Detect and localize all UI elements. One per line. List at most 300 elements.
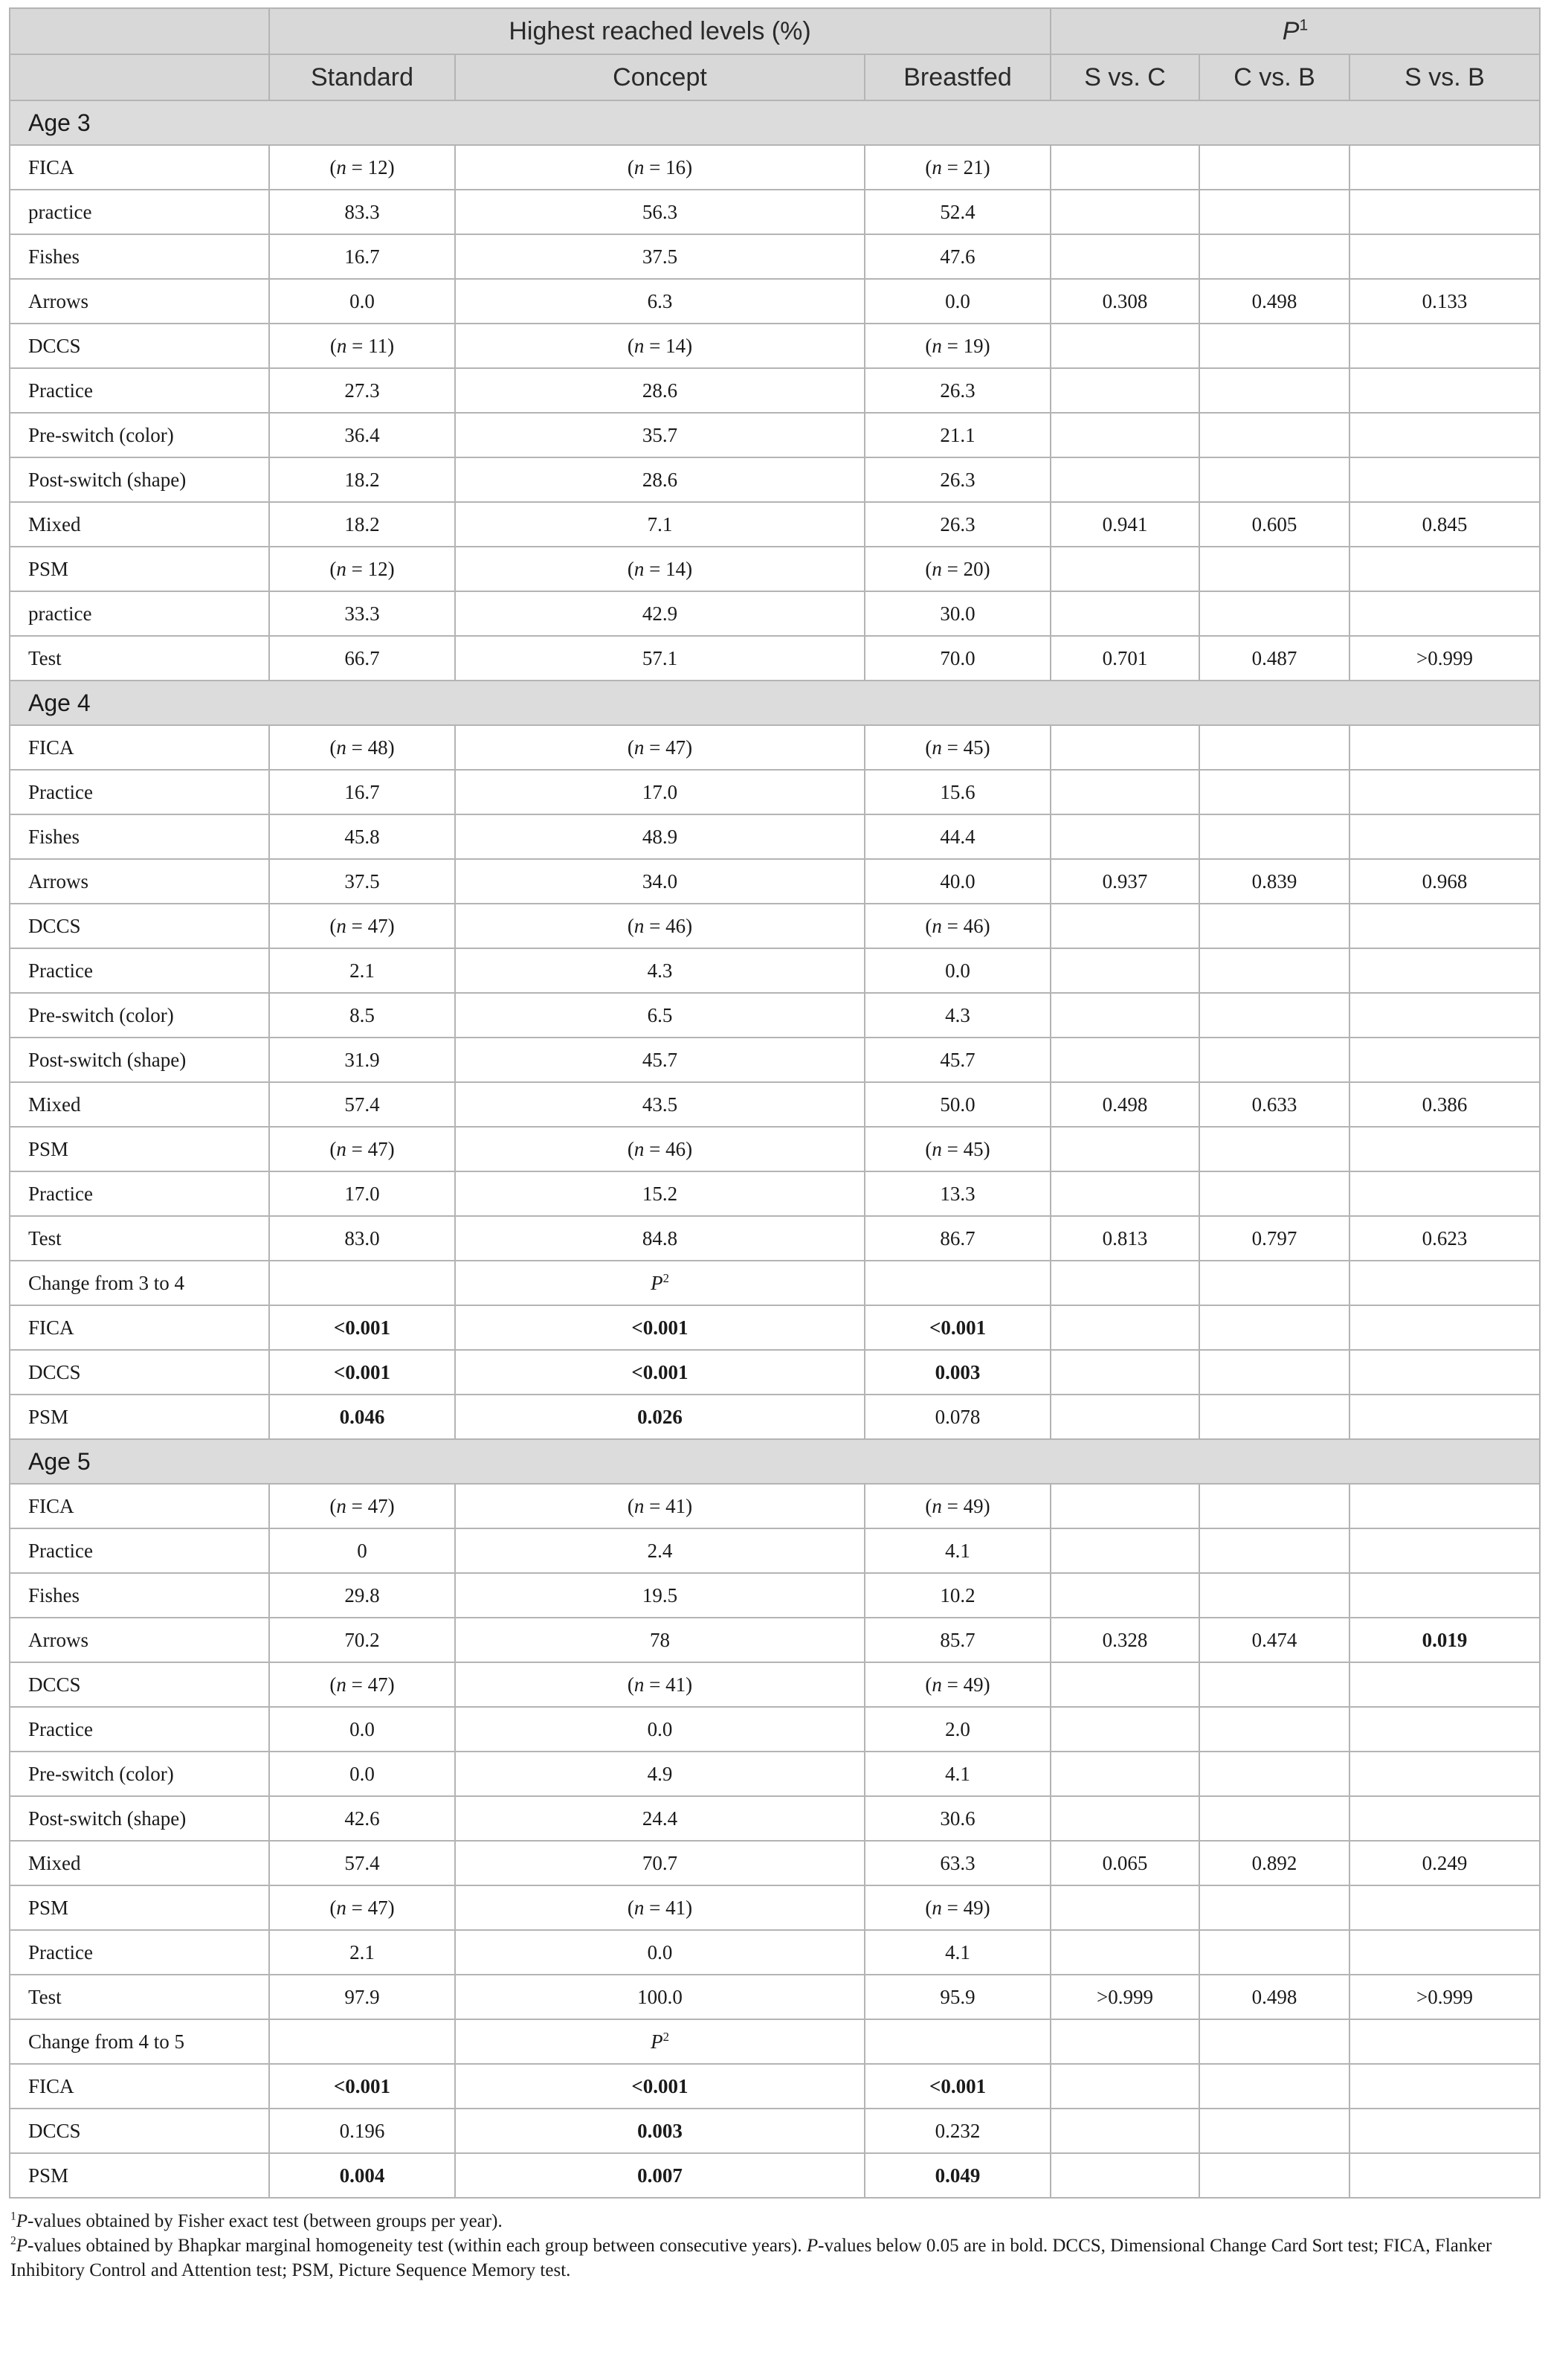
- cell-standard: 8.5: [269, 993, 455, 1038]
- footnote-2: [10, 2233, 1539, 2283]
- table-row: [10, 2064, 1540, 2109]
- cell-concept: 48.9: [455, 814, 865, 859]
- table-row: [10, 413, 1540, 457]
- cell-concept: (n = 41): [455, 1662, 865, 1707]
- cell-concept: 35.7: [455, 413, 865, 457]
- cell-breastfed: 50.0: [865, 1082, 1051, 1127]
- cell-standard: <0.001: [269, 2064, 455, 2109]
- row-label: Practice: [10, 1930, 269, 1975]
- cell-s-vs-b: [1349, 904, 1540, 948]
- cell-c-vs-b: [1199, 1261, 1349, 1305]
- col-header-standard: Standard: [269, 54, 455, 100]
- cell-c-vs-b: [1199, 145, 1349, 190]
- cell-standard: 83.0: [269, 1216, 455, 1261]
- table-row: [10, 591, 1540, 636]
- table-row: [10, 636, 1540, 681]
- cell-c-vs-b: [1199, 413, 1349, 457]
- cell-breastfed: (n = 45): [865, 1127, 1051, 1171]
- cell-c-vs-b: [1199, 1662, 1349, 1707]
- row-label: Post-switch (shape): [10, 1796, 269, 1841]
- cell-standard: (n = 47): [269, 1885, 455, 1930]
- cell-s-vs-b: 0.019: [1349, 1618, 1540, 1662]
- cell-standard: (n = 47): [269, 1127, 455, 1171]
- table-row: [10, 1662, 1540, 1707]
- cell-s-vs-c: [1051, 368, 1199, 413]
- cell-breastfed: 4.1: [865, 1930, 1051, 1975]
- cell-concept: 4.3: [455, 948, 865, 993]
- cell-concept: 19.5: [455, 1573, 865, 1618]
- table-row: [10, 859, 1540, 904]
- cell-standard: 83.3: [269, 190, 455, 234]
- row-label: FICA: [10, 145, 269, 190]
- cell-c-vs-b: [1199, 2019, 1349, 2064]
- cell-s-vs-b: [1349, 948, 1540, 993]
- cell-standard: [269, 1261, 455, 1305]
- col-header-c-vs-b: C vs. B: [1199, 54, 1349, 100]
- cell-standard: 0: [269, 1528, 455, 1573]
- cell-breastfed: 63.3: [865, 1841, 1051, 1885]
- cell-breastfed: 15.6: [865, 770, 1051, 814]
- row-label: Practice: [10, 1528, 269, 1573]
- cell-c-vs-b: 0.633: [1199, 1082, 1349, 1127]
- table-row: [10, 1618, 1540, 1662]
- cell-s-vs-b: >0.999: [1349, 636, 1540, 681]
- cell-standard: 0.0: [269, 1752, 455, 1796]
- cell-breastfed: (n = 49): [865, 1662, 1051, 1707]
- cell-s-vs-c: [1051, 2019, 1199, 2064]
- cell-s-vs-c: [1051, 1528, 1199, 1573]
- cell-breastfed: (n = 21): [865, 145, 1051, 190]
- footnotes: [9, 2209, 1539, 2283]
- table-row: [10, 814, 1540, 859]
- cell-breastfed: 0.0: [865, 948, 1051, 993]
- footnote-2-p-b: P: [806, 2236, 819, 2256]
- header-p-sup: 1: [1299, 16, 1309, 34]
- cell-standard: 0.004: [269, 2153, 455, 2198]
- cell-standard: 37.5: [269, 859, 455, 904]
- row-label: DCCS: [10, 2109, 269, 2153]
- table-row: [10, 279, 1540, 324]
- cell-concept: 0.026: [455, 1395, 865, 1439]
- cell-s-vs-c: [1051, 904, 1199, 948]
- row-label: Change from 4 to 5: [10, 2019, 269, 2064]
- row-label: Mixed: [10, 1082, 269, 1127]
- row-label: Post-switch (shape): [10, 1038, 269, 1082]
- cell-breastfed: 52.4: [865, 190, 1051, 234]
- cell-breastfed: 40.0: [865, 859, 1051, 904]
- cell-c-vs-b: [1199, 1707, 1349, 1752]
- table-row: [10, 2019, 1540, 2064]
- row-label: Arrows: [10, 859, 269, 904]
- table-row: [10, 948, 1540, 993]
- row-label: Test: [10, 636, 269, 681]
- cell-c-vs-b: 0.605: [1199, 502, 1349, 547]
- cell-s-vs-b: [1349, 814, 1540, 859]
- cell-s-vs-b: [1349, 145, 1540, 190]
- cell-s-vs-b: 0.249: [1349, 1841, 1540, 1885]
- row-label: PSM: [10, 2153, 269, 2198]
- cell-concept: [455, 2019, 865, 2064]
- table-row: [10, 1395, 1540, 1439]
- cell-c-vs-b: [1199, 1930, 1349, 1975]
- cell-c-vs-b: [1199, 368, 1349, 413]
- cell-standard: (n = 48): [269, 725, 455, 770]
- cell-s-vs-b: [1349, 234, 1540, 279]
- cell-concept: (n = 14): [455, 547, 865, 591]
- cell-s-vs-c: [1051, 234, 1199, 279]
- cell-breastfed: 0.078: [865, 1395, 1051, 1439]
- cell-breastfed: (n = 49): [865, 1484, 1051, 1528]
- cell-standard: 31.9: [269, 1038, 455, 1082]
- cell-c-vs-b: [1199, 1395, 1349, 1439]
- footnote-1-sup: 1: [10, 2210, 16, 2223]
- cell-standard: 16.7: [269, 770, 455, 814]
- table-body: [10, 100, 1540, 2198]
- cell-c-vs-b: [1199, 1752, 1349, 1796]
- section-row: [10, 100, 1540, 145]
- cell-breastfed: (n = 49): [865, 1885, 1051, 1930]
- cell-breastfed: [865, 1261, 1051, 1305]
- table-row: [10, 2153, 1540, 2198]
- p2-letter: P: [651, 1271, 663, 1294]
- cell-concept: 56.3: [455, 190, 865, 234]
- cell-concept: 6.3: [455, 279, 865, 324]
- row-label: Fishes: [10, 814, 269, 859]
- cell-concept: 15.2: [455, 1171, 865, 1216]
- table-row: [10, 1038, 1540, 1082]
- cell-s-vs-c: [1051, 145, 1199, 190]
- table-row: [10, 547, 1540, 591]
- cell-s-vs-b: 0.845: [1349, 502, 1540, 547]
- table-row: [10, 368, 1540, 413]
- cell-concept: (n = 14): [455, 324, 865, 368]
- cell-breastfed: 4.1: [865, 1528, 1051, 1573]
- cell-s-vs-b: 0.386: [1349, 1082, 1540, 1127]
- cell-standard: 29.8: [269, 1573, 455, 1618]
- cell-c-vs-b: [1199, 725, 1349, 770]
- footnote-1-p: P: [16, 2211, 28, 2231]
- cell-c-vs-b: [1199, 993, 1349, 1038]
- cell-s-vs-c: 0.498: [1051, 1082, 1199, 1127]
- cell-concept: 84.8: [455, 1216, 865, 1261]
- cell-s-vs-c: 0.701: [1051, 636, 1199, 681]
- cell-concept: 0.003: [455, 2109, 865, 2153]
- cell-s-vs-c: [1051, 190, 1199, 234]
- cell-c-vs-b: [1199, 904, 1349, 948]
- cell-s-vs-c: [1051, 1127, 1199, 1171]
- results-table-container: [9, 7, 1539, 2283]
- cell-s-vs-b: [1349, 1930, 1540, 1975]
- cell-c-vs-b: [1199, 1885, 1349, 1930]
- cell-standard: (n = 11): [269, 324, 455, 368]
- cell-standard: 97.9: [269, 1975, 455, 2019]
- cell-breastfed: 0.003: [865, 1350, 1051, 1395]
- table-row: [10, 725, 1540, 770]
- cell-standard: 70.2: [269, 1618, 455, 1662]
- cell-concept: <0.001: [455, 1305, 865, 1350]
- cell-standard: (n = 12): [269, 145, 455, 190]
- cell-breastfed: 26.3: [865, 368, 1051, 413]
- cell-concept: (n = 41): [455, 1484, 865, 1528]
- cell-c-vs-b: [1199, 1528, 1349, 1573]
- cell-standard: 45.8: [269, 814, 455, 859]
- row-label: Test: [10, 1216, 269, 1261]
- cell-s-vs-c: [1051, 1261, 1199, 1305]
- cell-c-vs-b: [1199, 948, 1349, 993]
- row-label: PSM: [10, 1127, 269, 1171]
- cell-concept: (n = 46): [455, 904, 865, 948]
- section-row: [10, 681, 1540, 725]
- cell-c-vs-b: [1199, 2109, 1349, 2153]
- cell-concept: 17.0: [455, 770, 865, 814]
- cell-breastfed: 26.3: [865, 457, 1051, 502]
- footnote-2-p: P: [16, 2236, 28, 2256]
- cell-breastfed: 86.7: [865, 1216, 1051, 1261]
- cell-s-vs-c: [1051, 1885, 1199, 1930]
- row-label: DCCS: [10, 1662, 269, 1707]
- row-label: FICA: [10, 2064, 269, 2109]
- cell-concept: 4.9: [455, 1752, 865, 1796]
- cell-s-vs-b: [1349, 1484, 1540, 1528]
- cell-s-vs-b: [1349, 1796, 1540, 1841]
- cell-c-vs-b: [1199, 547, 1349, 591]
- cell-s-vs-c: [1051, 1395, 1199, 1439]
- table-row: [10, 993, 1540, 1038]
- cell-s-vs-b: [1349, 2019, 1540, 2064]
- cell-s-vs-b: [1349, 1038, 1540, 1082]
- table-row: [10, 457, 1540, 502]
- table-row: [10, 502, 1540, 547]
- row-label: DCCS: [10, 904, 269, 948]
- cell-breastfed: 0.232: [865, 2109, 1051, 2153]
- footnote-2-sup: 2: [10, 2234, 16, 2248]
- cell-s-vs-c: [1051, 1707, 1199, 1752]
- cell-concept: (n = 16): [455, 145, 865, 190]
- p2-sup: 2: [662, 2029, 669, 2044]
- row-label: Test: [10, 1975, 269, 2019]
- cell-concept: 78: [455, 1618, 865, 1662]
- cell-s-vs-c: [1051, 993, 1199, 1038]
- cell-standard: <0.001: [269, 1350, 455, 1395]
- cell-s-vs-c: 0.813: [1051, 1216, 1199, 1261]
- cell-breastfed: 85.7: [865, 1618, 1051, 1662]
- cell-c-vs-b: [1199, 1127, 1349, 1171]
- header-p-letter: P: [1282, 16, 1300, 45]
- row-label: Fishes: [10, 234, 269, 279]
- cell-standard: (n = 47): [269, 904, 455, 948]
- cell-s-vs-b: [1349, 2109, 1540, 2153]
- row-label: Pre-switch (color): [10, 1752, 269, 1796]
- cell-c-vs-b: 0.474: [1199, 1618, 1349, 1662]
- cell-c-vs-b: [1199, 1796, 1349, 1841]
- cell-standard: 16.7: [269, 234, 455, 279]
- cell-concept: 24.4: [455, 1796, 865, 1841]
- cell-standard: 57.4: [269, 1082, 455, 1127]
- cell-standard: 18.2: [269, 502, 455, 547]
- cell-c-vs-b: [1199, 591, 1349, 636]
- header-p-title: [1051, 8, 1540, 54]
- cell-standard: 66.7: [269, 636, 455, 681]
- cell-standard: 18.2: [269, 457, 455, 502]
- cell-c-vs-b: [1199, 770, 1349, 814]
- cell-s-vs-c: [1051, 1484, 1199, 1528]
- cell-concept: 0.007: [455, 2153, 865, 2198]
- highest-levels-table: [9, 7, 1541, 2199]
- cell-standard: 0.046: [269, 1395, 455, 1439]
- cell-concept: <0.001: [455, 1350, 865, 1395]
- row-label: Pre-switch (color): [10, 993, 269, 1038]
- table-row: [10, 145, 1540, 190]
- cell-breastfed: 45.7: [865, 1038, 1051, 1082]
- col-header-concept: Concept: [455, 54, 865, 100]
- cell-standard: 57.4: [269, 1841, 455, 1885]
- table-row: [10, 1752, 1540, 1796]
- cell-standard: 0.196: [269, 2109, 455, 2153]
- cell-s-vs-b: [1349, 1885, 1540, 1930]
- cell-breastfed: 10.2: [865, 1573, 1051, 1618]
- header-corner-cell: [10, 8, 269, 54]
- col-header-breastfed: Breastfed: [865, 54, 1051, 100]
- cell-s-vs-b: [1349, 591, 1540, 636]
- col-header-s-vs-b: S vs. B: [1349, 54, 1540, 100]
- row-label: practice: [10, 591, 269, 636]
- section-title: Age 3: [10, 100, 1540, 145]
- p2-letter: P: [651, 2030, 663, 2053]
- header-corner-cell-2: [10, 54, 269, 100]
- cell-s-vs-b: [1349, 993, 1540, 1038]
- row-label: Change from 3 to 4: [10, 1261, 269, 1305]
- header-row-group: [10, 8, 1540, 54]
- row-label: Arrows: [10, 1618, 269, 1662]
- cell-standard: <0.001: [269, 1305, 455, 1350]
- cell-breastfed: 4.3: [865, 993, 1051, 1038]
- cell-s-vs-b: 0.133: [1349, 279, 1540, 324]
- cell-c-vs-b: [1199, 814, 1349, 859]
- cell-standard: (n = 47): [269, 1484, 455, 1528]
- cell-concept: (n = 47): [455, 725, 865, 770]
- cell-c-vs-b: 0.797: [1199, 1216, 1349, 1261]
- row-label: Practice: [10, 368, 269, 413]
- cell-c-vs-b: [1199, 1350, 1349, 1395]
- row-label: PSM: [10, 1885, 269, 1930]
- cell-concept: 100.0: [455, 1975, 865, 2019]
- cell-s-vs-c: [1051, 1573, 1199, 1618]
- cell-breastfed: (n = 19): [865, 324, 1051, 368]
- cell-s-vs-c: [1051, 1038, 1199, 1082]
- table-row: [10, 1082, 1540, 1127]
- cell-s-vs-c: [1051, 2064, 1199, 2109]
- table-row: [10, 1841, 1540, 1885]
- cell-concept: 45.7: [455, 1038, 865, 1082]
- cell-breastfed: [865, 2019, 1051, 2064]
- cell-c-vs-b: 0.487: [1199, 636, 1349, 681]
- cell-c-vs-b: [1199, 324, 1349, 368]
- cell-concept: 2.4: [455, 1528, 865, 1573]
- cell-concept: 6.5: [455, 993, 865, 1038]
- table-row: [10, 1930, 1540, 1975]
- cell-s-vs-c: [1051, 547, 1199, 591]
- table-row: [10, 1484, 1540, 1528]
- section-title: Age 5: [10, 1439, 1540, 1484]
- table-row: [10, 190, 1540, 234]
- cell-s-vs-c: [1051, 770, 1199, 814]
- section-row: [10, 1439, 1540, 1484]
- cell-standard: 42.6: [269, 1796, 455, 1841]
- cell-breastfed: 30.0: [865, 591, 1051, 636]
- table-row: [10, 1528, 1540, 1573]
- cell-s-vs-c: [1051, 1796, 1199, 1841]
- row-label: Practice: [10, 1171, 269, 1216]
- cell-c-vs-b: [1199, 457, 1349, 502]
- cell-c-vs-b: [1199, 1171, 1349, 1216]
- cell-c-vs-b: 0.498: [1199, 1975, 1349, 2019]
- cell-s-vs-b: [1349, 190, 1540, 234]
- cell-standard: [269, 2019, 455, 2064]
- cell-s-vs-c: [1051, 1662, 1199, 1707]
- cell-s-vs-c: 0.308: [1051, 279, 1199, 324]
- cell-breastfed: (n = 20): [865, 547, 1051, 591]
- cell-s-vs-b: [1349, 413, 1540, 457]
- cell-s-vs-c: 0.941: [1051, 502, 1199, 547]
- cell-c-vs-b: [1199, 234, 1349, 279]
- cell-s-vs-b: [1349, 547, 1540, 591]
- cell-s-vs-b: [1349, 368, 1540, 413]
- cell-s-vs-c: [1051, 1930, 1199, 1975]
- section-title: Age 4: [10, 681, 1540, 725]
- table-row: [10, 324, 1540, 368]
- cell-s-vs-b: [1349, 1573, 1540, 1618]
- cell-s-vs-c: [1051, 591, 1199, 636]
- cell-s-vs-b: [1349, 1752, 1540, 1796]
- footnote-2-text-a: -values obtained by Bhapkar marginal homogeneity test (within each group between consecutive years).: [28, 2236, 807, 2256]
- table-row: [10, 1216, 1540, 1261]
- cell-concept: 70.7: [455, 1841, 865, 1885]
- cell-standard: (n = 12): [269, 547, 455, 591]
- cell-s-vs-c: >0.999: [1051, 1975, 1199, 2019]
- cell-standard: (n = 47): [269, 1662, 455, 1707]
- table-row: [10, 770, 1540, 814]
- row-label: PSM: [10, 547, 269, 591]
- cell-c-vs-b: 0.839: [1199, 859, 1349, 904]
- cell-breastfed: 13.3: [865, 1171, 1051, 1216]
- cell-concept: [455, 1261, 865, 1305]
- cell-breastfed: 0.0: [865, 279, 1051, 324]
- row-label: Pre-switch (color): [10, 413, 269, 457]
- cell-c-vs-b: [1199, 2153, 1349, 2198]
- cell-standard: 0.0: [269, 279, 455, 324]
- cell-s-vs-c: [1051, 1752, 1199, 1796]
- cell-s-vs-b: [1349, 725, 1540, 770]
- cell-s-vs-c: [1051, 2109, 1199, 2153]
- footnote-2-text-b: -values below 0.05 are in bold. DCCS, Dimensional Change Card Sort test; FICA, Flanker Inhibitory Control and Attention test; PSM, Picture Sequence Memory test.: [10, 2236, 1492, 2280]
- cell-s-vs-b: [1349, 1305, 1540, 1350]
- row-label: DCCS: [10, 1350, 269, 1395]
- cell-concept: (n = 46): [455, 1127, 865, 1171]
- table-row: [10, 1261, 1540, 1305]
- cell-concept: 28.6: [455, 368, 865, 413]
- cell-concept: 0.0: [455, 1930, 865, 1975]
- cell-s-vs-b: [1349, 1662, 1540, 1707]
- cell-s-vs-c: [1051, 324, 1199, 368]
- row-label: Mixed: [10, 502, 269, 547]
- cell-c-vs-b: 0.498: [1199, 279, 1349, 324]
- row-label: FICA: [10, 725, 269, 770]
- row-label: Practice: [10, 948, 269, 993]
- cell-breastfed: 0.049: [865, 2153, 1051, 2198]
- footnote-1: [10, 2209, 1539, 2233]
- cell-concept: 0.0: [455, 1707, 865, 1752]
- cell-breastfed: 30.6: [865, 1796, 1051, 1841]
